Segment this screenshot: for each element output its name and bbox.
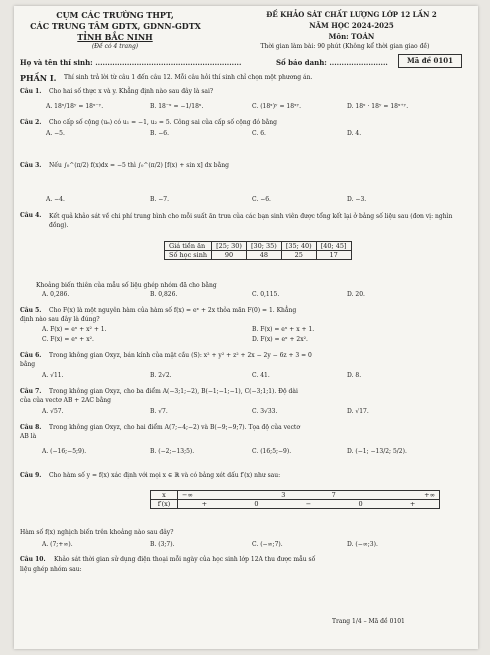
q6-option-b: B. 2√2.	[150, 372, 172, 379]
q1-option-b: B. 18⁻ˣ = −1/18ˣ.	[150, 103, 204, 110]
school-centers: CÁC TRUNG TÂM GDTX, GDNN-GDTX	[30, 21, 201, 31]
table-row	[165, 251, 352, 260]
q3-option-c: C. −6.	[252, 196, 271, 203]
q6-option-d: D. 8.	[347, 372, 362, 379]
q9-sign-table	[150, 490, 440, 509]
sign-cell: +	[409, 500, 416, 508]
q2-option-a: A. −5.	[46, 130, 65, 137]
q1-label: Câu 1.	[20, 88, 42, 95]
q9-option-c: C. (−∞;7).	[252, 541, 283, 548]
q4-question: Khoảng biến thiên của mẫu số liệu ghép nhóm đã cho bằng	[36, 282, 217, 289]
table-cell: Số học sinh	[165, 251, 212, 260]
q8-option-d: D. (−1; −13/2; 5/2).	[347, 448, 407, 455]
q6-text: Trong không gian Oxyz, bán kính của mặt cầu (S): x² + y² + z² + 2x − 2y − 6z + 3 = 0	[49, 352, 312, 359]
page-count-note: (Đề có 4 trang)	[91, 43, 139, 50]
q8-option-c: C. (16;5;−9).	[252, 448, 292, 455]
q10-text: Khảo sát thời gian sử dụng điện thoại mỗi ngày của học sinh lớp 12A thu được mẫu số	[54, 556, 316, 563]
q8-text: Trong không gian Oxyz, cho hai điểm A(7;−4;−2) và B(−9;−9;7). Tọa độ của vectơ	[49, 424, 300, 431]
q2-option-d: D. 4.	[347, 130, 362, 137]
q4-option-a: A. 0,286.	[42, 291, 70, 298]
part1-title: PHẦN I.	[20, 73, 57, 83]
q4-text: Kết quả khảo sát về chi phí trung bình cho mỗi suất ăn trưa của các bạn sinh viên được tổng kết lại ở bảng số liệu sau (đơn vị: nghìn đồng).	[49, 213, 453, 229]
table-cell: Giá tiền ăn	[165, 242, 212, 251]
q2-label: Câu 2.	[20, 119, 42, 126]
province: TỈNH BẮC NINH	[77, 32, 153, 42]
q7-option-b: B. √7.	[150, 408, 168, 415]
q9-question: Hàm số f(x) nghịch biến trên khoảng nào sau đây?	[20, 529, 174, 536]
q6-option-a: A. √11.	[42, 372, 64, 379]
sign-cell: +	[201, 500, 208, 508]
q9-label: Câu 9.	[20, 472, 42, 479]
q2-option-b: B. −6.	[150, 130, 169, 137]
q8-text-cont: AB là	[20, 433, 37, 440]
q4-frequency-table	[164, 241, 352, 260]
school-year: NĂM HỌC 2024-2025	[309, 21, 394, 30]
q5-option-c: C. F(x) = eˣ + x².	[42, 336, 94, 343]
table-cell: [35; 40)	[281, 242, 316, 251]
q4-label: Câu 4.	[20, 212, 42, 219]
q9-text: Cho hàm số y = f(x) xác định với mọi x ∈ ℝ và có bảng xét dấu f′(x) như sau:	[49, 472, 281, 479]
table-row	[151, 491, 440, 500]
q5-option-b: B. F(x) = eˣ + x + 1.	[252, 326, 315, 333]
q6-text-cont: bằng	[20, 361, 36, 368]
q5-option-d: D. F(x) = eˣ + 2x².	[252, 336, 308, 343]
table-cell: +∞	[359, 491, 440, 500]
exam-title: ĐỀ KHẢO SÁT CHẤT LƯỢNG LỚP 12 LẦN 2	[266, 10, 437, 19]
q5-label: Câu 5.	[20, 307, 42, 314]
q7-text-cont: của của vectơ AB + 2AC bằng	[20, 397, 112, 404]
q2-option-c: C. 6.	[252, 130, 266, 137]
subject: Môn: TOÁN	[328, 32, 375, 41]
sign-cell: 0	[358, 500, 363, 508]
q5-text-cont: định nào sau đây là đúng?	[20, 316, 100, 323]
q3-text: Nếu ∫₀^(π/2) f(x)dx = −5 thì ∫₀^(π/2) [f(x) + sin x] dx bằng	[49, 162, 229, 169]
q8-label: Câu 8.	[20, 424, 42, 431]
exam-page	[14, 6, 478, 649]
q4-option-b: B. 0,826.	[150, 291, 178, 298]
q9-option-d: D. (−∞;3).	[347, 541, 378, 548]
q3-option-b: B. −7.	[150, 196, 169, 203]
q7-option-a: A. √57.	[42, 408, 64, 415]
q10-label: Câu 10.	[20, 556, 46, 563]
q5-text: Cho F(x) là một nguyên hàm của hàm số f(x) = eˣ + 2x thỏa mãn F(0) = 1. Khẳng	[49, 307, 297, 314]
q8-option-b: B. (−2;−13;5).	[150, 448, 195, 455]
page-footer: Trang 1/4 – Mã đề 0101	[332, 618, 405, 625]
q9-option-a: A. (7;+∞).	[42, 541, 73, 548]
table-cell: f′(x)	[151, 500, 178, 509]
student-id-line: Số báo danh: ........................	[276, 58, 388, 67]
sign-cell: −	[305, 500, 312, 508]
table-cell: [40; 45]	[316, 242, 351, 251]
table-cell: −∞	[178, 491, 259, 500]
table-cell: 25	[281, 251, 316, 260]
table-cell: 7	[308, 491, 358, 500]
q4-option-c: C. 0,115.	[252, 291, 280, 298]
q2-text: Cho cấp số cộng (uₙ) có u₁ = −1, u₂ = 5. Công sai của cấp số cộng đó bằng	[49, 119, 277, 126]
table-cell: [25; 30)	[212, 242, 247, 251]
q6-option-c: C. 41.	[252, 372, 270, 379]
q5-option-a: A. F(x) = eˣ + x² + 1.	[42, 326, 107, 333]
school-cluster: CỤM CÁC TRƯỜNG THPT,	[56, 10, 174, 20]
q1-option-d: D. 18ˣ · 18ʸ = 18ˣ⁺ʸ.	[347, 103, 409, 110]
sign-cell: 0	[254, 500, 259, 508]
q1-option-a: A. 18ˣ/18ʸ = 18ˣ⁻ʸ.	[46, 103, 104, 110]
q10-text-cont: liệu ghép nhóm sau:	[20, 566, 82, 573]
part1-instruction: Thí sinh trả lời từ câu 1 đến câu 12. Mỗi câu hỏi thí sinh chỉ chọn một phương án.	[64, 74, 313, 81]
q8-option-a: A. (−16;−5;9).	[42, 448, 87, 455]
table-cell: 48	[246, 251, 281, 260]
q1-option-c: C. (18ˣ)ʸ = 18ˣʸ.	[252, 103, 302, 110]
table-cell: x	[151, 491, 178, 500]
q7-text: Trong không gian Oxyz, cho ba điểm A(−3;1;−2), B(−1;−1;−1), C(−3;1;1). Độ dài	[49, 388, 298, 395]
table-row	[151, 500, 440, 509]
table-cell: 3	[258, 491, 308, 500]
q4-option-d: D. 20.	[347, 291, 365, 298]
q7-option-c: C. 3√33.	[252, 408, 278, 415]
student-name-line: Họ và tên thí sinh: ............................................................	[20, 58, 242, 67]
table-row	[165, 242, 352, 251]
table-cell: 90	[212, 251, 247, 260]
table-cell: [30; 35)	[246, 242, 281, 251]
q1-text: Cho hai số thực x và y. Khẳng định nào sau đây là sai?	[49, 88, 214, 95]
q3-option-a: A. −4.	[46, 196, 65, 203]
q7-label: Câu 7.	[20, 388, 42, 395]
q3-option-d: D. −3.	[347, 196, 367, 203]
q9-option-b: B. (3;7).	[150, 541, 175, 548]
q3-label: Câu 3.	[20, 162, 42, 169]
time-limit: Thời gian làm bài: 90 phút (Không kể thời gian giao đề)	[260, 43, 430, 50]
q6-label: Câu 6.	[20, 352, 42, 359]
q7-option-d: D. √17.	[347, 408, 369, 415]
exam-code-box: Mã đề 0101	[398, 54, 462, 68]
table-cell: 17	[316, 251, 351, 260]
